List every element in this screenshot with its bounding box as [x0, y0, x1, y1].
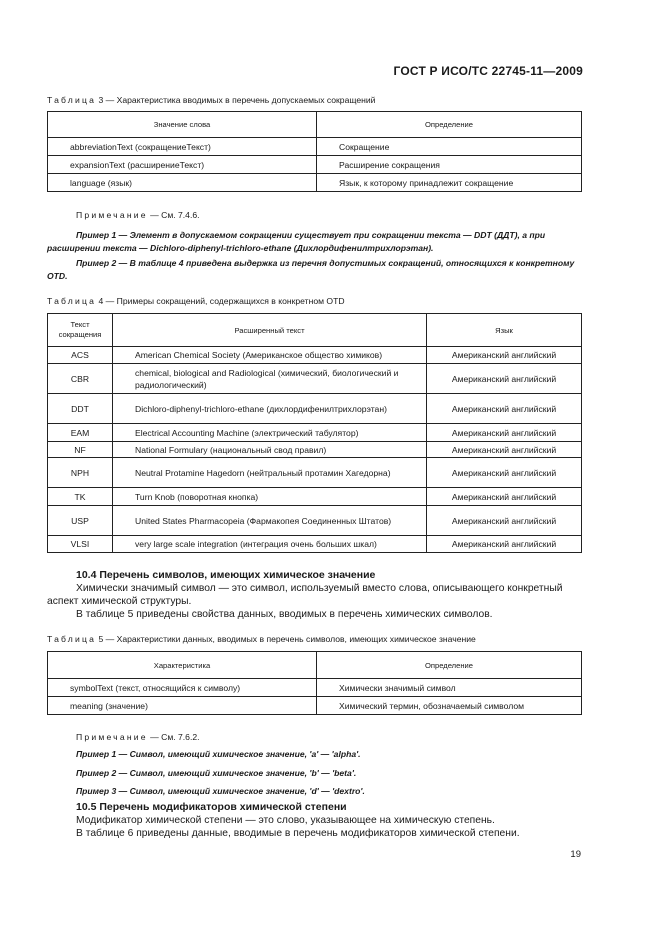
- section-10-5-line-2: В таблице 6 приведены данные, вводимые в перечень модификаторов химической степени.: [76, 828, 520, 839]
- table4-language: Американский английский: [427, 347, 582, 364]
- table4-language: Американский английский: [427, 458, 582, 488]
- table5-header-1: Характеристика: [48, 652, 317, 679]
- note-1: [76, 210, 200, 220]
- table-row: [48, 679, 582, 697]
- table4-abbr: NPH: [48, 458, 113, 488]
- table4-caption-text: 4 — Примеры сокращений, содержащихся в конкретном OTD: [96, 296, 345, 306]
- table4-language: Американский английский: [427, 424, 582, 442]
- table4-expansion: Dichloro-diphenyl-trichloro-ethane (дихлордифенилтрихлорэтан): [113, 394, 427, 424]
- table3-caption-text: 3 — Характеристика вводимых в перечень допускаемых сокращений: [96, 95, 376, 105]
- note-2: [76, 732, 200, 742]
- table-header-row: [48, 652, 582, 679]
- note1-text: — См. 7.4.6.: [147, 210, 200, 220]
- table-5: [47, 651, 582, 715]
- table4-abbr: EAM: [48, 424, 113, 442]
- document-header: ГОСТ Р ИСО/ТС 22745-11—2009: [393, 64, 583, 78]
- example-symbol-2: Пример 2 — Символ, имеющий химическое значение, 'b' — 'beta'.: [76, 768, 357, 778]
- table4-language: Американский английский: [427, 536, 582, 553]
- table-row: [48, 156, 582, 174]
- example-symbol-1: Пример 1 — Символ, имеющий химическое значение, 'a' — 'alpha'.: [76, 749, 361, 759]
- page-number: 19: [570, 849, 581, 860]
- table-header-row: [48, 314, 582, 347]
- table5-cell: symbolText (текст, относящийся к символу): [48, 679, 317, 697]
- table-row: [48, 458, 582, 488]
- table4-caption-prefix: Таблица: [47, 296, 97, 306]
- note2-text: — См. 7.6.2.: [147, 732, 200, 742]
- table5-cell: Химически значимый символ: [317, 679, 582, 697]
- table4-language: Американский английский: [427, 506, 582, 536]
- table3-cell: language (язык): [48, 174, 317, 192]
- table3-caption-prefix: Таблица: [47, 95, 97, 105]
- table-row: [48, 394, 582, 424]
- table-row: [48, 536, 582, 553]
- table-row: [48, 138, 582, 156]
- table5-caption: [47, 634, 476, 644]
- table4-abbr: NF: [48, 442, 113, 458]
- table4-abbr: DDT: [48, 394, 113, 424]
- section-10-4-paragraph-2: В таблице 5 приведены свойства данных, вводимых в перечень химических символов.: [76, 609, 493, 620]
- example-symbol-3: Пример 3 — Символ, имеющий химическое значение, 'd' — 'dextro'.: [76, 786, 365, 796]
- table4-expansion: Turn Knob (поворотная кнопка): [113, 488, 427, 506]
- table4-expansion: very large scale integration (интеграция очень больших шкал): [113, 536, 427, 553]
- table4-language: Американский английский: [427, 442, 582, 458]
- table4-abbr: TK: [48, 488, 113, 506]
- table4-expansion: American Chemical Society (Американское общество химиков): [113, 347, 427, 364]
- table4-language: Американский английский: [427, 364, 582, 394]
- table-row: [48, 442, 582, 458]
- table-row: [48, 364, 582, 394]
- table4-header-3: Язык: [427, 314, 582, 347]
- table3-header-1: Значение слова: [48, 112, 317, 138]
- table4-abbr: ACS: [48, 347, 113, 364]
- table3-cell: expansionText (расширениеТекст): [48, 156, 317, 174]
- table5-cell: meaning (значение): [48, 697, 317, 715]
- table4-expansion: Electrical Accounting Machine (электрический табулятор): [113, 424, 427, 442]
- table4-abbr: CBR: [48, 364, 113, 394]
- table-row: [48, 506, 582, 536]
- table3-cell: Язык, к которому принадлежит сокращение: [317, 174, 582, 192]
- table4-header-1: Текст сокращения: [48, 314, 113, 347]
- table4-expansion: National Formulary (национальный свод правил): [113, 442, 427, 458]
- table-row: [48, 174, 582, 192]
- table4-expansion: Neutral Protamine Hagedorn (нейтральный протамин Хагедорна): [113, 458, 427, 488]
- table3-cell: Сокращение: [317, 138, 582, 156]
- table5-caption-prefix: Таблица: [47, 634, 97, 644]
- table4-language: Американский английский: [427, 488, 582, 506]
- section-10-4-heading: 10.4 Перечень символов, имеющих химическое значение: [76, 569, 376, 581]
- table4-abbr: VLSI: [48, 536, 113, 553]
- note1-prefix: Примечание: [76, 210, 148, 220]
- example-1: Пример 1 — Элемент в допускаемом сокращении существует при сокращении текста — DDT (ДДТ), а при расширении текста — Dichloro-diphenyl-trichloro-ethane (Дихлордифенилтрихлорэтан).: [47, 230, 546, 253]
- table3-cell: Расширение сокращения: [317, 156, 582, 174]
- table-header-row: [48, 112, 582, 138]
- section-10-5-line-1: Модификатор химической степени — это слово, указывающее на химическую степень.: [76, 815, 495, 826]
- table-4: [47, 313, 582, 553]
- example-2: Пример 2 — В таблице 4 приведена выдержка из перечня допустимых сокращений, относящихся к конкретному OTD.: [47, 258, 575, 281]
- note2-prefix: Примечание: [76, 732, 148, 742]
- table4-header-2: Расширенный текст: [113, 314, 427, 347]
- table-row: [48, 424, 582, 442]
- section-10-5-heading: 10.5 Перечень модификаторов химической степени: [76, 801, 347, 813]
- table3-caption: [47, 95, 375, 105]
- table5-caption-text: 5 — Характеристики данных, вводимых в перечень символов, имеющих химическое значение: [96, 634, 476, 644]
- table3-header-2: Определение: [317, 112, 582, 138]
- table-row: [48, 697, 582, 715]
- table-row: [48, 347, 582, 364]
- table4-abbr: USP: [48, 506, 113, 536]
- table5-cell: Химический термин, обозначаемый символом: [317, 697, 582, 715]
- table4-expansion: United States Pharmacopeia (Фармакопея Соединенных Штатов): [113, 506, 427, 536]
- table4-language: Американский английский: [427, 394, 582, 424]
- table-row: [48, 488, 582, 506]
- table3-cell: abbreviationText (сокращениеТекст): [48, 138, 317, 156]
- table4-caption: [47, 296, 345, 306]
- table4-expansion: chemical, biological and Radiological (химический, биологический и радиологический): [113, 364, 427, 394]
- table5-header-2: Определение: [317, 652, 582, 679]
- table-3: [47, 111, 582, 192]
- section-10-4-paragraph-1: Химически значимый символ — это символ, используемый вместо слова, описывающего конкретный аспект химической структуры.: [47, 583, 563, 607]
